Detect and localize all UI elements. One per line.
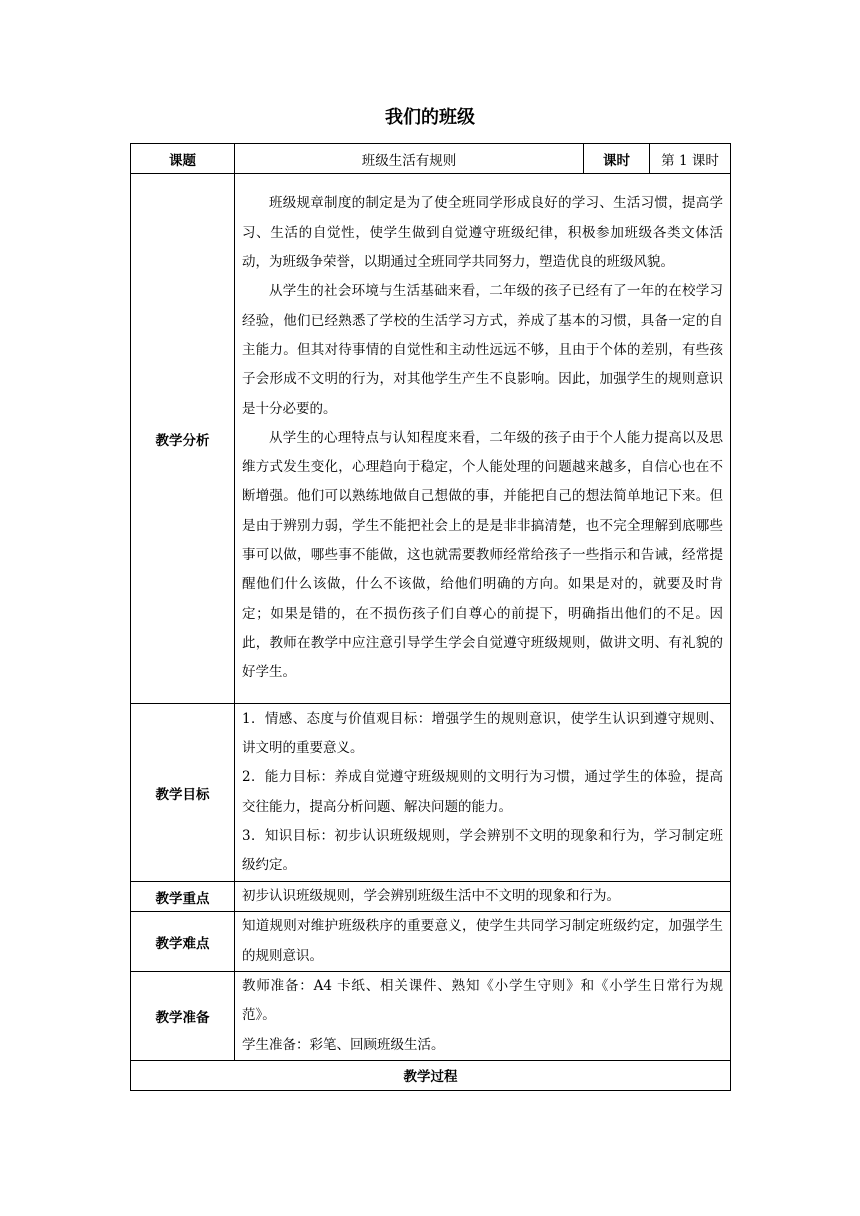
period-label: 课时	[584, 144, 650, 174]
key-points-text: 初步认识班级规则，学会辨别班级生活中不文明的现象和行为。	[235, 882, 731, 912]
row-difficulties	[131, 912, 731, 972]
difficulties-label: 教学难点	[131, 912, 235, 972]
goals-content	[235, 704, 731, 882]
analysis-paragraph: 班级规章制度的制定是为了使全班同学形成良好的学习、生活习惯，提高学习、生活的自觉性，使学生做到自觉遵守班级纪律，积极参加班级各类文体活动，为班级争荣誉，以期通过全班同学共同努力，塑造优良的班级风貌。	[242, 195, 723, 271]
row-key-points	[131, 882, 731, 912]
lesson-plan-table	[130, 143, 731, 1091]
preparation-item: 教师准备：A4 卡纸、相关课件、熟知《小学生守则》和《小学生日常行为规范》。	[242, 977, 723, 1024]
period-value: 第 1 课时	[650, 144, 731, 174]
row-goals	[131, 704, 731, 882]
difficulties-text: 知道规则对维护班级秩序的重要意义，使学生共同学习制定班级约定，加强学生的规则意识。	[235, 912, 731, 972]
process-label: 教学过程	[131, 1060, 731, 1090]
goal-item: 3．知识目标：初步认识班级规则，学会辨别不文明的现象和行为，学习制定班级约定。	[242, 827, 723, 874]
topic-label: 课题	[131, 144, 235, 174]
preparation-item: 学生准备：彩笔、回顾班级生活。	[242, 1036, 445, 1053]
analysis-paragraph: 从学生的心理特点与认知程度来看，二年级的孩子由于个人能力提高以及思维方式发生变化，心理趋向于稳定，个人能处理的问题越来越多，自信心也在不断增强。他们可以熟练地做自己想做的事，并能把自己的想法简单地记下来。但是由于辨别力弱，学生不能把社会上的是是非非搞清楚，也不完全理解到底哪些事可以做，哪些事不能做，这也就需要教师经常给孩子一些指示和告诫，经常提醒他们什么该做，什么不该做，给他们明确的方向。如果是对的，就要及时肯定；如果是错的，在不损伤孩子们自尊心的前提下，明确指出他们的不足。因此，教师在教学中应注意引导学生学会自觉遵守班级规则，做讲文明、有礼貌的好学生。	[242, 429, 723, 681]
row-topic	[131, 144, 731, 174]
analysis-paragraph: 从学生的社会环境与生活基础来看，二年级的孩子已经有了一年的在校学习经验，他们已经熟悉了学校的生活学习方式，养成了基本的习惯，具备一定的自主能力。但其对待事情的自觉性和主动性远远不够，且由于个体的差别，有些孩子会形成不文明的行为，对其他学生产生不良影响。因此，加强学生的规则意识是十分必要的。	[242, 283, 723, 417]
row-analysis	[131, 174, 731, 704]
preparation-content	[235, 971, 731, 1060]
analysis-label: 教学分析	[131, 174, 235, 704]
row-process	[131, 1060, 731, 1090]
goals-label: 教学目标	[131, 704, 235, 882]
topic-value: 班级生活有规则	[235, 144, 584, 174]
analysis-content	[235, 174, 731, 704]
key-points-label: 教学重点	[131, 882, 235, 912]
goal-item: 2．能力目标：养成自觉遵守班级规则的文明行为习惯，通过学生的体验，提高交往能力，提高分析问题、解决问题的能力。	[242, 769, 723, 815]
preparation-label: 教学准备	[131, 971, 235, 1060]
document-title: 我们的班级	[385, 107, 475, 128]
row-preparation	[131, 971, 731, 1060]
goal-item: 1．情感、态度与价值观目标：增强学生的规则意识，使学生认识到遵守规则、讲文明的重要意义。	[242, 710, 723, 756]
